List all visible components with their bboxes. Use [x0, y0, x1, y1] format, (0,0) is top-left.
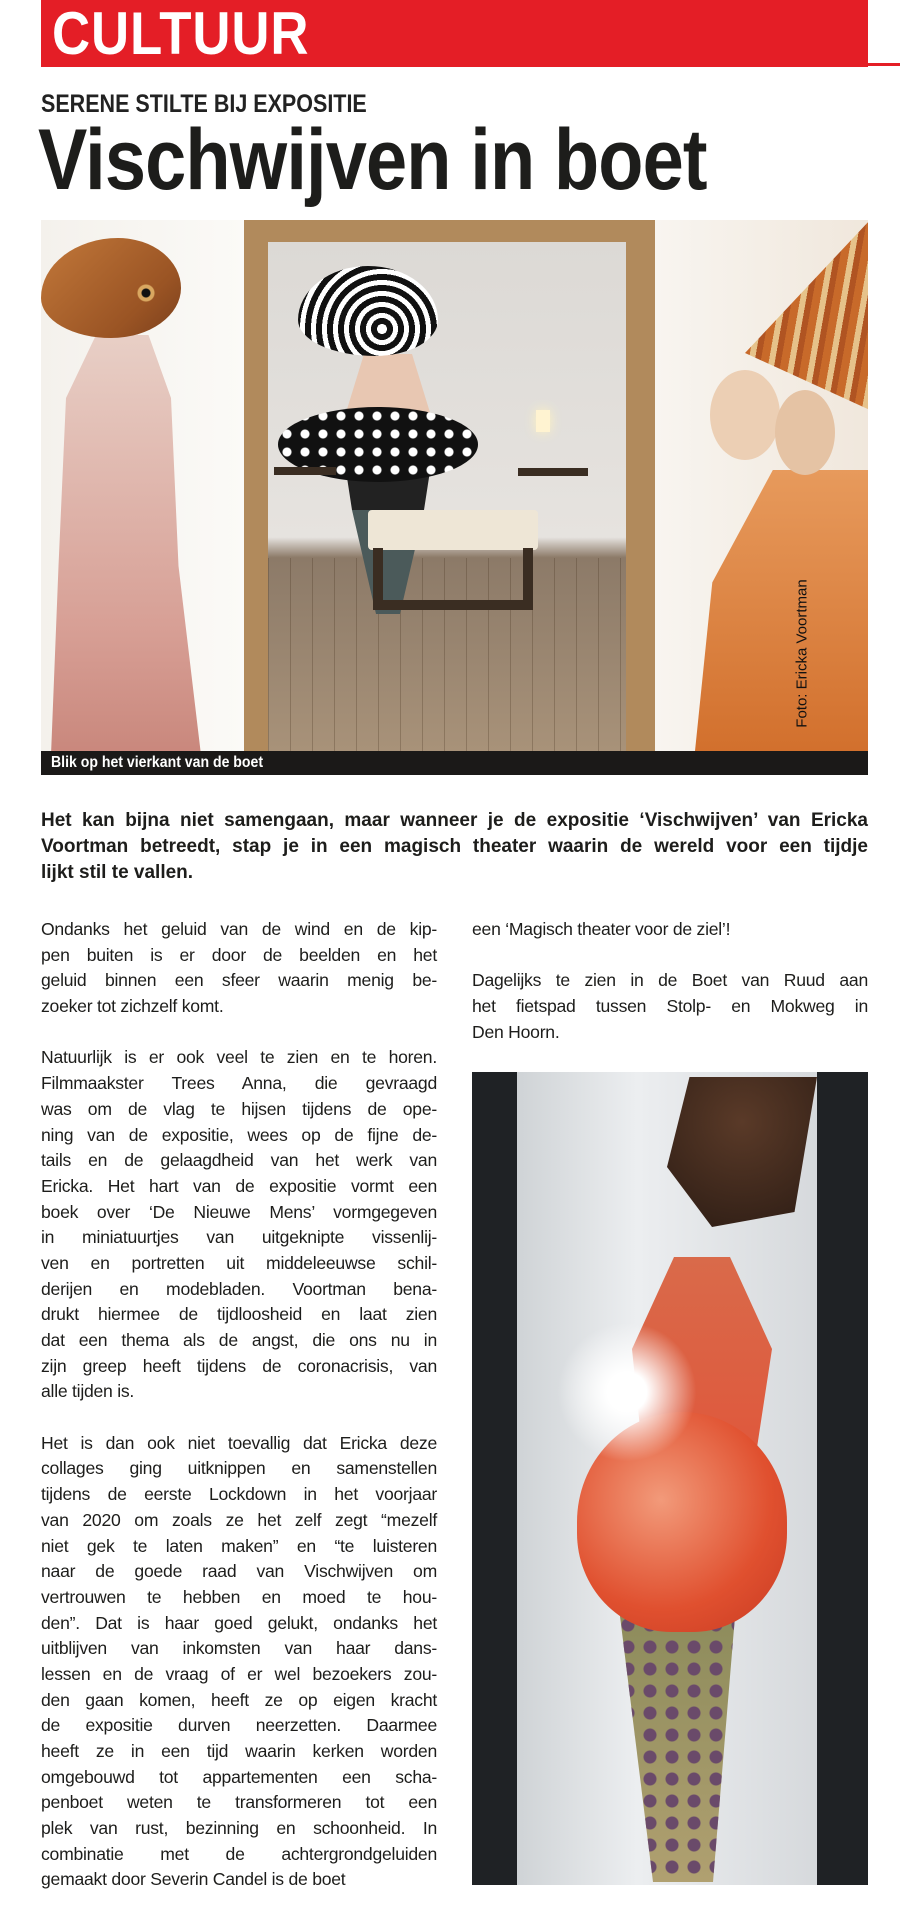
photo-caption-text: Blik op het vierkant van de boet	[51, 754, 264, 771]
section-label: CULTUUR	[52, 0, 310, 67]
body-line: vertrouwen te hebben en moed te hou-	[41, 1586, 437, 1607]
brown-headpiece	[667, 1077, 817, 1227]
body-line: boek over ‘De Nieuwe Mens’ vormgegeven	[41, 1201, 437, 1222]
body-line: dat een thema als de angst, die ons nu in	[41, 1330, 437, 1350]
body-line: tails en de gelaagdheid van het werk van	[41, 1150, 437, 1171]
body-line: heeft ze in een tijd waarin kerken worden	[41, 1741, 437, 1761]
body-line: een ‘Magisch theater voor de ziel’!	[472, 919, 731, 939]
body-line: alle tijden is.	[41, 1381, 135, 1402]
body-line: den gaan komen, heeft ze op eigen kracht	[41, 1689, 437, 1710]
light-glare	[557, 1322, 697, 1462]
fish-head-figure-panel	[41, 220, 244, 751]
striped-fish-head	[298, 266, 438, 356]
room-interior	[268, 242, 626, 751]
article-title: Vischwijven in boet	[38, 112, 707, 208]
body-line: plek van rust, bezinning en schoonheid. In	[41, 1818, 437, 1839]
patterned-skirt	[617, 1592, 737, 1882]
body-line: tijdens de eerste Lockdown in het voorjaar	[41, 1484, 437, 1505]
body-line: van 2020 om zoals ze het zelf zegt “mezelf	[41, 1509, 437, 1530]
body-line: uitblijven van inkomsten van haar dans-	[41, 1638, 437, 1659]
face	[775, 390, 835, 475]
body-line: in miniatuurtjes van uitgeknipte vissenlij-	[41, 1227, 437, 1248]
artwork-photo	[472, 1072, 868, 1885]
body-column-right	[472, 917, 868, 1045]
body-line: den”. Dat is haar goed gelukt, ondanks het	[41, 1612, 437, 1633]
photo-caption	[41, 751, 868, 775]
section-rule	[868, 63, 900, 66]
body-line: Den Hoorn.	[472, 1021, 560, 1042]
body-line: lessen en de vraag of er wel bezoekers zou-	[41, 1663, 437, 1684]
body-line: het fietspad tussen Stolp- en Mokweg in	[472, 996, 868, 1017]
body-line: naar de goede raad van Vischwijven om	[41, 1561, 437, 1582]
body-line: Dagelijks te zien in de Boet van Ruud aan	[472, 970, 868, 991]
body-line: derijen en modebladen. Voortman bena-	[41, 1278, 437, 1299]
doorway	[244, 220, 656, 751]
body-line: geluid binnen een sfeer waarin menig be-	[41, 970, 437, 991]
body-line: Het is dan ook niet toevallig dat Ericka deze	[41, 1432, 437, 1453]
intro-line: Het kan bijna niet samengaan, maar wanneer je de expositie ‘Vischwijven’ van Ericka	[41, 810, 868, 831]
robe-figure	[51, 335, 201, 751]
body-line: niet gek te laten maken” en “te luisteren	[41, 1535, 437, 1556]
side-table	[274, 467, 336, 475]
photo-credit: Foto: Ericka Voortman	[793, 579, 811, 728]
article-intro	[41, 808, 868, 886]
body-line: ning van de expositie, wees op de fijne de-	[41, 1124, 437, 1145]
cushion-bench	[368, 510, 538, 550]
body-line: omgebouwd tot appartementen een scha-	[41, 1766, 437, 1787]
body-line: penboet weten te transformeren tot een	[41, 1792, 437, 1813]
main-photo	[41, 220, 868, 751]
artwork-panel	[517, 1072, 817, 1885]
body-line: Filmmaakster Trees Anna, die gevraagd	[41, 1073, 437, 1094]
body-line: de expositie durven neerzetten. Daarmee	[41, 1715, 437, 1736]
body-line: zoeker tot zichzelf komt.	[41, 996, 224, 1017]
body-line: Natuurlijk is er ook veel te zien en te horen.	[41, 1047, 437, 1068]
portrait-figures-panel	[655, 220, 868, 751]
article-kicker: SERENE STILTE BIJ EXPOSITIE	[41, 90, 367, 118]
side-table	[518, 468, 588, 476]
body-line: collages ging uitknippen en samenstellen	[41, 1458, 437, 1479]
face	[710, 370, 780, 460]
intro-line: lijkt stil te vallen.	[41, 862, 194, 883]
body-line: Ondanks het geluid van de wind en de kip-	[41, 919, 437, 939]
body-line: zijn greep heeft tijdens de coronacrisis, van	[41, 1355, 437, 1376]
body-line: drukt hiermee de tijdloosheid en laat zien	[41, 1304, 437, 1325]
body-line: Ericka. Het hart van de expositie vormt een	[41, 1175, 437, 1196]
body-line: combinatie met de achtergrondgeluiden	[41, 1843, 437, 1864]
bench-frame	[373, 548, 533, 610]
body-line: pen buiten is er door de beelden en het	[41, 944, 437, 965]
dress	[695, 470, 868, 751]
body-line: was om de vlag te hijsen tijdens de ope-	[41, 1098, 437, 1119]
intro-line: Voortman betreedt, stap je in een magisch theater waarin de wereld voor een tijdje	[41, 836, 868, 857]
fish-head	[41, 238, 181, 338]
lamp	[536, 410, 550, 432]
body-line: ven en portretten uit middeleeuwse schil-	[41, 1252, 437, 1273]
body-line: gemaakt door Severin Candel is de boet	[41, 1869, 346, 1890]
body-column-left	[41, 917, 437, 1893]
